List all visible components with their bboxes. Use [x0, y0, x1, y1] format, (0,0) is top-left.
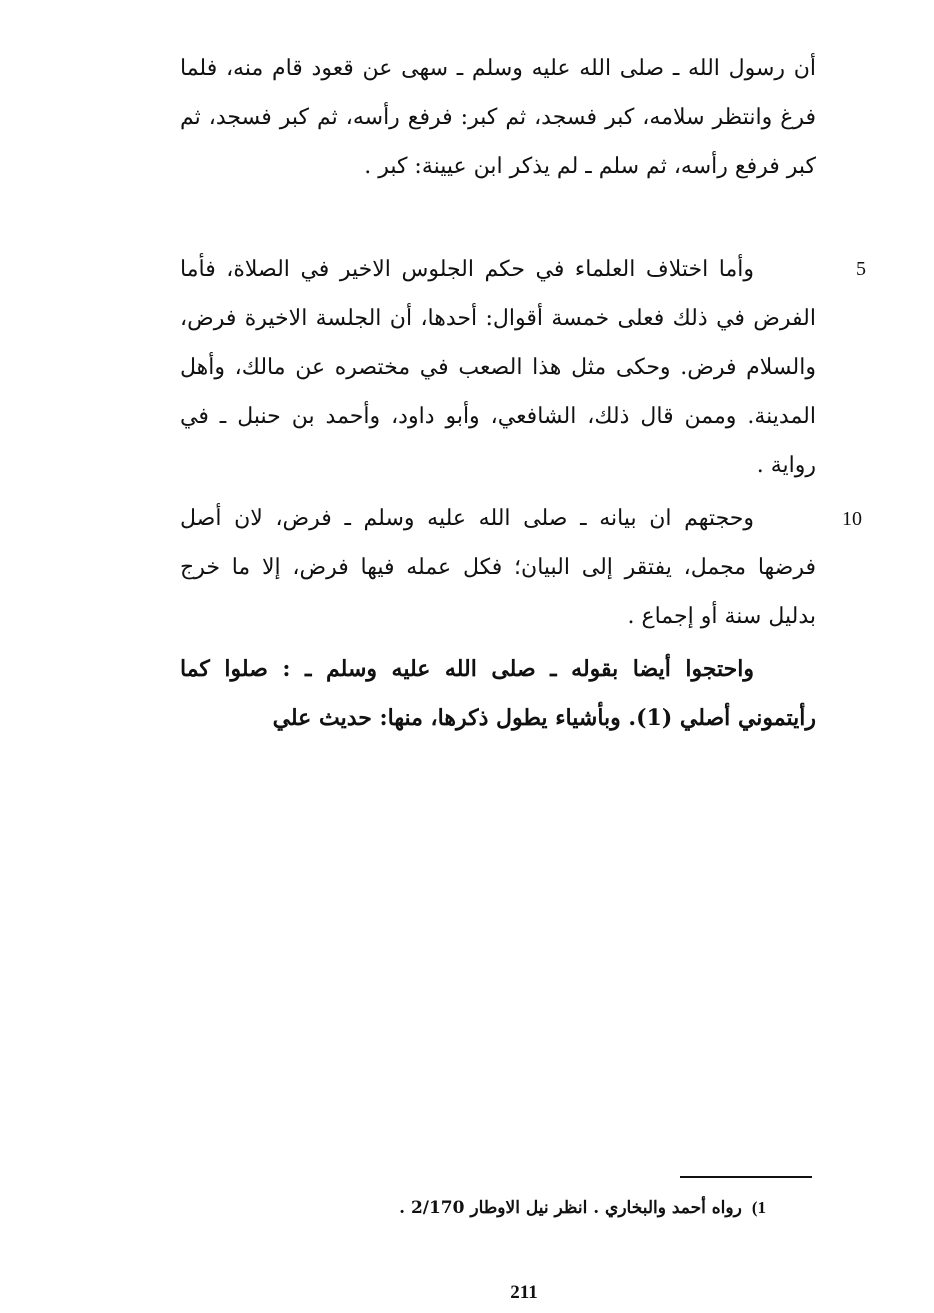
- footnote: [300, 1194, 766, 1222]
- paragraph-1: أن رسول الله ـ صلى الله عليه وسلم ـ سهى عن قعود قام منه، فلما فرغ وانتظر سلامه، كبر فسجد، ثم كبر: فرفع رأسه، ثم كبر فسجد، ثم كبر فرفع رأسه، ثم سلم ـ لم يذكر ابن عيينة: كبر .: [180, 56, 816, 179]
- page-number: 211: [510, 1282, 538, 1303]
- footnote-text: رواه أحمد والبخاري . انظر نيل الاوطار 2/170 .: [399, 1198, 742, 1218]
- footnote-divider: [680, 1176, 812, 1178]
- line-number-10: 10: [842, 508, 862, 530]
- paragraph-3: وحجتهم ان بيانه ـ صلى الله عليه وسلم ـ فرض، لان أصل فرضها مجمل، يفتقر إلى البيان؛ فكل عمله فيها فرض، إلا ما خرج بدليل سنة أو إجماع .: [180, 506, 816, 629]
- line-number-5: 5: [856, 258, 866, 280]
- paragraph-2: وأما اختلاف العلماء في حكم الجلوس الاخير في الصلاة، فأما الفرض في ذلك فعلى خمسة أقوال: أحدها، أن الجلسة الاخيرة فرض، والسلام فرض. وحكى مثل هذا الصعب في مختصره عن مالك، وأهل المدينة. وممن قال ذلك، الشافعي، وأبو داود، وأحمد بن حنبل ـ في رواية .: [180, 257, 816, 478]
- footnote-marker: 1): [751, 1198, 766, 1217]
- paragraph-4: واحتجوا أيضا بقوله ـ صلى الله عليه وسلم ـ : صلوا كما رأيتموني أصلي (1). وبأشياء يطول ذكرها، منها: حديث علي: [180, 656, 816, 731]
